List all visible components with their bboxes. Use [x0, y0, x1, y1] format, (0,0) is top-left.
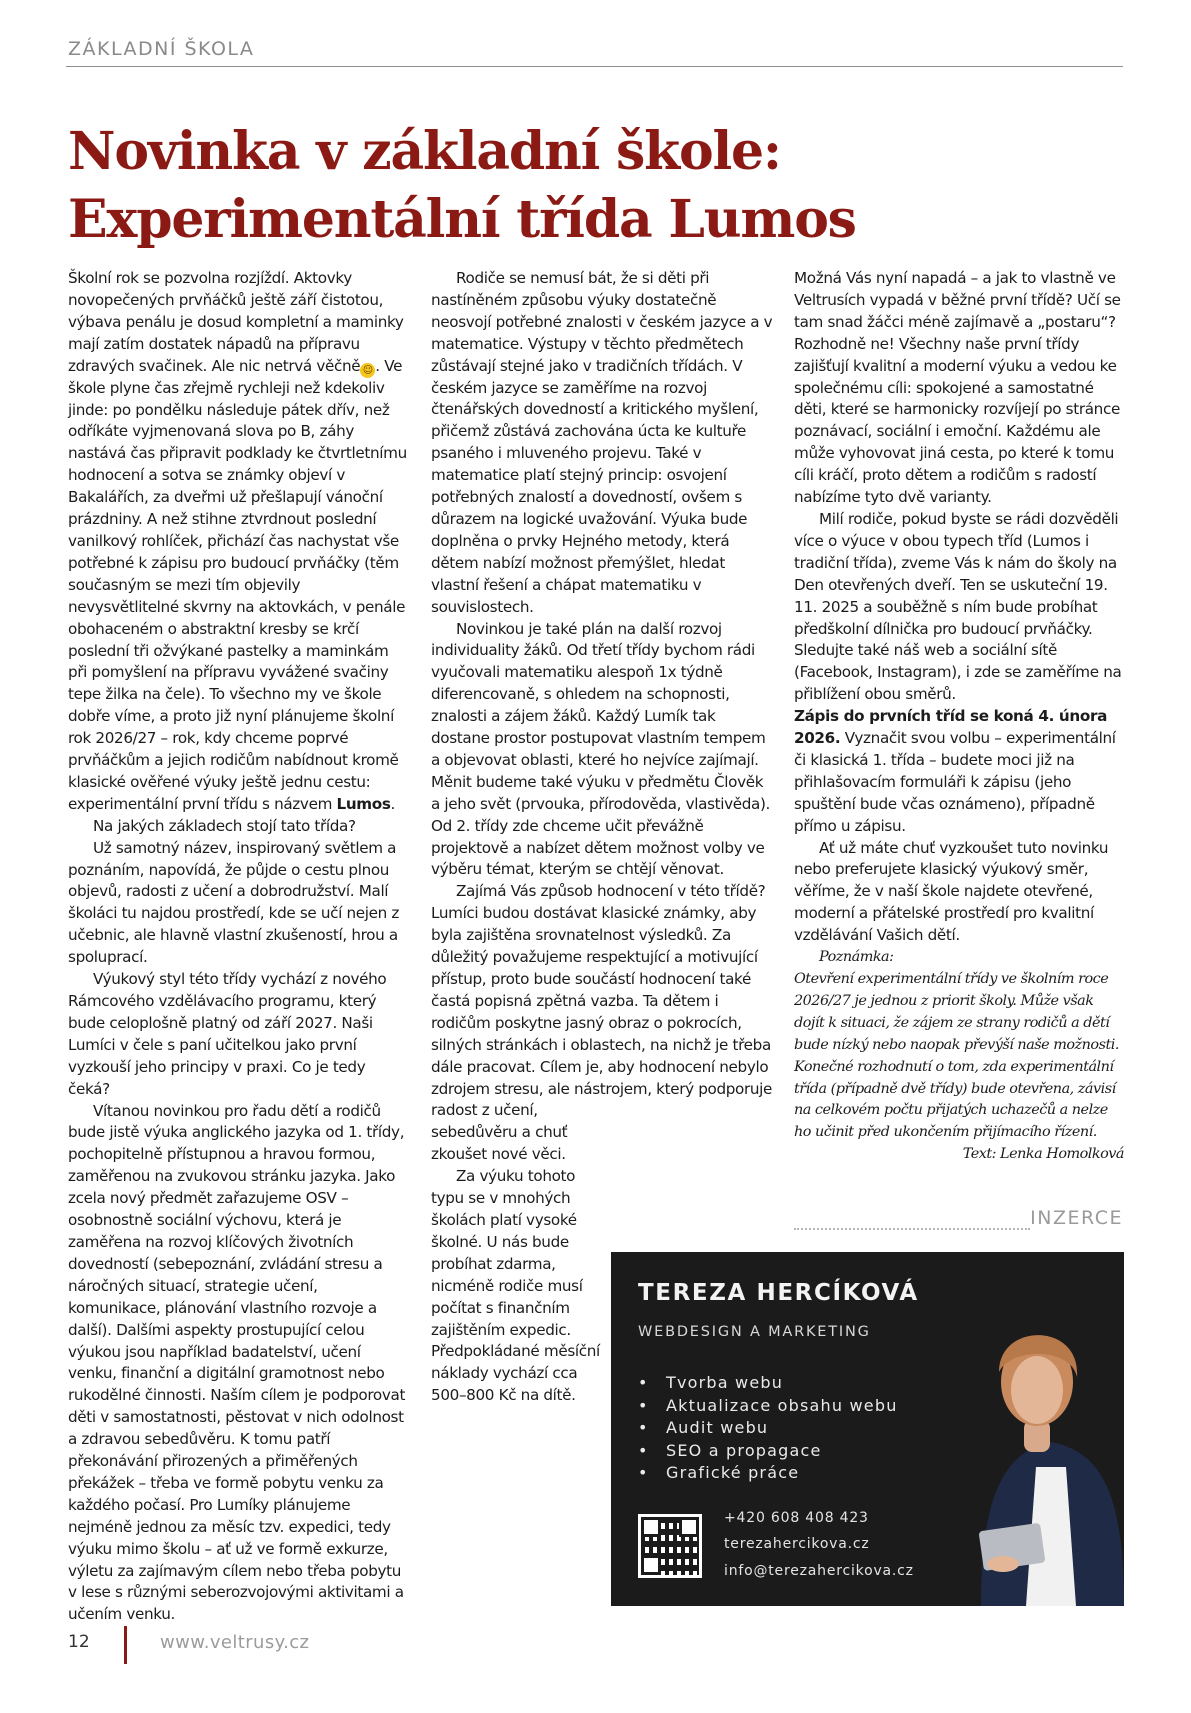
column-1 — [68, 268, 411, 1626]
qr-finder — [641, 1555, 661, 1575]
ad-portrait-photo — [941, 1252, 1124, 1606]
paragraph-assessment-end: radost z učení, sebedůvěru a chuť zkoušet nové věci. — [431, 1101, 568, 1164]
paragraph-open-day: Milí rodiče, pokud byste se rádi dozvěděli více o výuce v obou typech tříd (Lumos i tradiční třída), zveme Vás k nám do školy na Den otevřených dveří. Ten se uskuteční 19. 11. 2025 a souběžně s ním bude probíhat předškolní dílnička pro budoucí prvňáčky. Sledujte také náš web a sociální sítě (Facebook, Instagram), i zde se zaměříme na přiblížení obou směrů. — [794, 509, 1122, 704]
qr-finder — [641, 1517, 661, 1537]
paragraph-rvp: Výukový styl této třídy vychází z nového Rámcového vzdělávacího programu, který bude celoplošně platný od září 2027. Naši Lumíci v čele s paní učitelkou jako první vyzkouší jeho principy v praxi. Co je tedy čeká? — [68, 970, 387, 1098]
lumos-highlight: Lumos — [336, 794, 391, 813]
qr-code-icon — [638, 1514, 702, 1578]
paragraph-costs: Za výuku tohoto typu se v mnohých školách platí vysoké školné. U nás bude probíhat zdarma, nicméně rodiče musí počítat s finančním zajištěním expedic. Předpokládané měsíční náklady vychází cca 500–800 Kč na dítě. — [431, 1167, 600, 1405]
advertisement — [611, 1252, 1124, 1606]
enrollment-date: Zápis do prvních tříd se koná 4. února 2026. — [794, 707, 1107, 748]
ad-subtitle: WEBDESIGN A MARKETING — [638, 1324, 871, 1340]
ad-service-item: • SEO a propagace — [638, 1440, 822, 1460]
ad-service-item: • Grafické práce — [638, 1463, 800, 1482]
footer-divider — [124, 1626, 127, 1664]
ad-phone: +420 608 408 423 — [724, 1510, 869, 1526]
paragraph-question: Na jakých základech stojí tato třída? — [93, 816, 356, 835]
author-credit: Text: Lenka Homolková — [962, 1146, 1124, 1163]
smiley-icon: ☺ — [360, 363, 375, 378]
ad-divider — [794, 1228, 1030, 1230]
ad-service-item: • Audit webu — [638, 1418, 769, 1437]
column-2-text — [431, 268, 775, 1407]
paragraph-daily-classes: Možná Vás nyní napadá – a jak to vlastně ve Veltrusích vypadá v běžné první třídě? Učí se tam snad žáčci méně zajímavě a „postaru“? Rozhodně ne! Všechny naše první třídy zajišťují kvalitní a moderní výuku a vedou ke společnému cíli: spokojené a samostatné děti, které se harmonicky rozvíjejí po stránce poznávací, sociální i emoční. Každému ale může vyhovovat jiná cesta, po které k tomu cíli kráčí, proto dětem a rodičům s radostí nabízíme tyto dvě varianty. — [794, 269, 1121, 507]
title-line-1: Novinka v základní škole: — [68, 121, 781, 182]
ad-service-item: • Aktualizace obsahu webu — [638, 1395, 898, 1415]
paragraph-name-meaning: Už samotný název, inspirovaný světlem a poznáním, napovídá, že půjde o cestu plnou objevů, radosti z učení a dobrodružství. Malí školáci tu najdou prostředí, kde se učí nejen z učebnic, ale hlavně vlastní zkušeností, hrou a spoluprací. — [68, 838, 400, 967]
paragraph-enrollment: Zápis do prvních tříd se koná 4. února 2026. Vyznačit svou volbu – experimentální či klasická 1. třída – budete moci již na přihlašovacím formuláři k zápisu (jeho spuštění bude včas oznámeno), případně přímo u zápisu. — [794, 707, 1116, 835]
ad-services-list — [638, 1372, 898, 1485]
paragraph-individuality: Novinkou je také plán na další rozvoj individuality žáků. Od třetí třídy bychom rádi vyučovali matematiku alespoň 1x týdně diferencovaně, s ohledem na schopnosti, znalosti a zájem žáků. Každý Lumík tak dostane prostor postupovat vlastním tempem a objevovat oblasti, které ho nejvíce zajímají. Měnit budeme také výuku v předmětu Člověk a jeho svět (prvouka, přírodověda, vlastivěda). Od 2. třídy zde chceme učit převážně projektově a nabízet dětem možnost volby ve výběru témat, kterým se chtějí věnovat. — [431, 619, 771, 879]
page-number: 12 — [68, 1632, 90, 1652]
article-title — [68, 118, 1128, 254]
section-divider — [66, 66, 1123, 67]
paragraph-intro: Školní rok se pozvolna rozjíždí. Aktovky novopečených prvňáčků ještě září čistotou, výbava penálu je dosud kompletní a maminky mají zatím dostatek nápadů na přípravu zdravých svačinek. Ale nic netrvá věčně ☺ . Ve škole plyne čas zřejmě rychleji než kdekoliv jinde: po pondělku následuje pátek dřív, než odříkáte vyjmenovaná slova po B, záhy nastává čas připravit podklady ke čtvrtletnímu hodnocení a sotva se známky objeví v Bakalářích, za dveřmi už přešlapují vánoční prázdniny. A než stihne ztvrdnout poslední vanilkový rohlíček, přichází čas nachystat vše potřebné k zápisu pro budoucí prvňáčky (těm současným se mezi tím objevily nevysvětlitelné skvrny na aktovkách, v penále obohaceném o abstraktní kresby se krčí poslední tři ožvýkané pastelky a maminkám při pomyšlení na přípravu vyvážené svačiny tepe žilka na čele). To všechno my ve škole dobře víme, a proto již nyní plánujeme školní rok 2026/27 – rok, kdy chceme poprvé prvňáčkům a jejich rodičům nabídnout kromě klasické ověřené výuky ještě jednu cestu: experimentální první třídu s názvem Lumos. — [68, 269, 407, 813]
paragraph-assessment: Zajímá Vás způsob hodnocení v této třídě? Lumíci budou dostávat klasické známky, aby byla zajištěna srovnatelnost výsledků. Za důležitý považujeme respektující a motivující přístup, proto bude součástí hodnocení také častá popisná zpětná vazba. Ta dětem i rodičům poskytne jasný obraz o pokrocích, silných stránkách i oblastech, na nichž je třeba dále pracovat. Cílem je, aby hodnocení nebylo zdrojem stresu, ale nástrojem, který podporuje — [431, 882, 773, 1098]
paragraph-closing: Ať už máte chuť vyzkoušet tuto novinku nebo preferujete klasický výukový směr, věříme, že v naší škole najdete otevřené, moderní a přátelské prostředí pro kvalitní vzdělávání Vašich dětí. — [794, 838, 1109, 945]
section-label: ZÁKLADNÍ ŠKOLA — [68, 38, 255, 60]
qr-finder — [679, 1517, 699, 1537]
column-3 — [794, 268, 1124, 1166]
ad-email: info@terezahercikova.cz — [724, 1563, 914, 1579]
ad-company-name: TEREZA HERCÍKOVÁ — [638, 1280, 919, 1306]
footer-website: www.veltrusy.cz — [160, 1632, 310, 1653]
paragraph-english-osv: Vítanou novinkou pro řadu dětí a rodičů bude jistě výuka anglického jazyka od 1. třídy, pochopitelně přístupnou a hravou formou, zaměřenou na zvukovou stránku jazyka. Jako zcela nový předmět zařazujeme OSV – osobnostně sociální výchovu, která je zaměřena na rozvoj klíčových životních dovedností (sebepoznání, zvládání stresu a náročných situací, strategie učení, komunikace, plánování vlastního rozvoje a další). Dalšími aspekty prostupující celou výukou jsou například badatelství, učení venku, finanční a digitální gramotnost nebo rukodělné činnosti. Naším cílem je podporovat děti v samostatnosti, pěstovat v nich odolnost a zdravou sebedůvěru. K tomu patří překonávání přirozených a přiměřených překážek – třeba ve formě pobytu venku za každého počasí. Pro Lumíky plánujeme nejméně jednou za měsíc tzv. expedici, tedy výuku mimo školu – ať už ve formě exkurze, výletu za zajímavým cílem nebo třeba pobytu v lese s různými seberozvojovými aktivitami a učením venku. — [68, 1101, 406, 1624]
note-text: Otevření experimentální třídy ve školním roce 2026/27 je jednou z priorit školy. Může však dojít k situaci, že zájem ze strany rodičů a dětí bude nízký nebo naopak převýší naše možnosti. Konečné rozhodnutí o tom, zda experimentální třída (případně dvě třídy) bude otevřena, závisí na celkovém počtu přijatých uchazečů a nelze ho učinit před ukončením přijímacího řízení. — [794, 971, 1119, 1141]
ad-label: INZERCE — [1030, 1207, 1123, 1229]
ad-website: terezahercikova.cz — [724, 1536, 870, 1552]
paragraph-czech-math: Rodiče se nemusí bát, že si děti při nastíněném způsobu výuky dostatečně neosvojí potřebné znalosti v českém jazyce a v matematice. Výstupy v těchto předmětech zůstávají stejné jako v tradičních třídách. V českém jazyce se zaměříme na rozvoj čtenářských dovedností a kritického myšlení, přičemž zůstává zachována úcta ke kultuře psaného i mluveného projevu. Také v matematice platí stejný princip: osvojení potřebných znalostí a dovedností, ovšem s důrazem na logické uvažování. Výuka bude doplněna o prvky Hejného metody, která dětem nabízí možnost přemýšlet, hledat vlastní řešení a chápat matematiku v souvislostech. — [431, 269, 773, 616]
note-label: Poznámka: — [819, 949, 894, 966]
ad-service-item: • Tvorba webu — [638, 1373, 784, 1392]
title-line-2: Experimentální třída Lumos — [68, 189, 856, 250]
